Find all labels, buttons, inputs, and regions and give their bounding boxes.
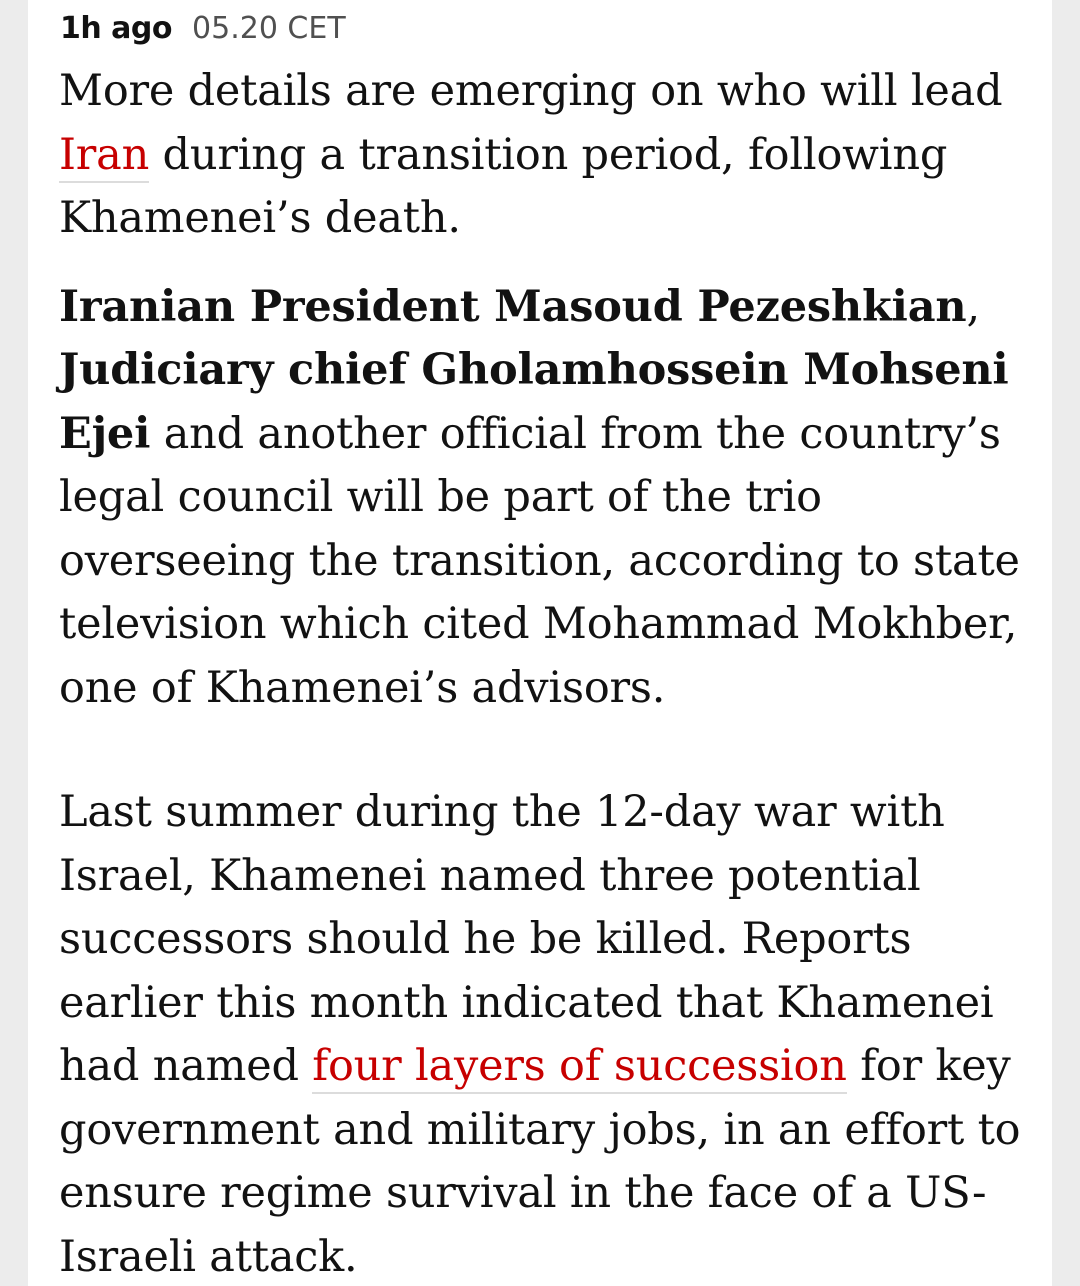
link-four-layers-of-succession[interactable]: four layers of succession bbox=[312, 1041, 846, 1094]
relative-time: 1h ago bbox=[60, 10, 173, 46]
paragraph-3-text-a: Last summer during the 12-day war with Israel, Khamenei named three potential successors should he be killed. Reports earlier this month indicated that Khamenei had named bbox=[59, 787, 994, 1091]
left-rail bbox=[0, 0, 28, 1286]
paragraph-3-text-b: for key government and military jobs, in an effort to ensure regime survival in the face of a US-Israeli attack. bbox=[59, 1041, 1021, 1282]
live-blog-post bbox=[28, 0, 1052, 1286]
paragraph-1-text-b: during a transition period, following Khamenei’s death. bbox=[59, 129, 948, 243]
paragraph-1 bbox=[59, 60, 1039, 251]
paragraph-2 bbox=[59, 276, 1039, 721]
absolute-time: 05.20 CET bbox=[192, 10, 346, 46]
paragraph-2-separator: , bbox=[966, 281, 980, 332]
paragraph-3 bbox=[59, 781, 1039, 1286]
bold-name-president: Iranian President Masoud Pezeshkian bbox=[59, 281, 967, 332]
link-iran[interactable]: Iran bbox=[59, 130, 149, 183]
post-timestamp bbox=[60, 6, 346, 50]
post-body bbox=[59, 60, 1039, 1286]
paragraph-1-text-a: More details are emerging on who will lead bbox=[59, 66, 1003, 116]
paragraph-2-text: and another official from the country’s legal council will be part of the trio overseeing the transition, according to state television which cited Mohammad Mokhber, one of Khamenei’s advisors. bbox=[59, 408, 1020, 713]
bold-name-judiciary-chief: Judiciary chief Gholamhossein Mohseni Ejei bbox=[59, 345, 1009, 459]
right-rail bbox=[1052, 0, 1080, 1286]
